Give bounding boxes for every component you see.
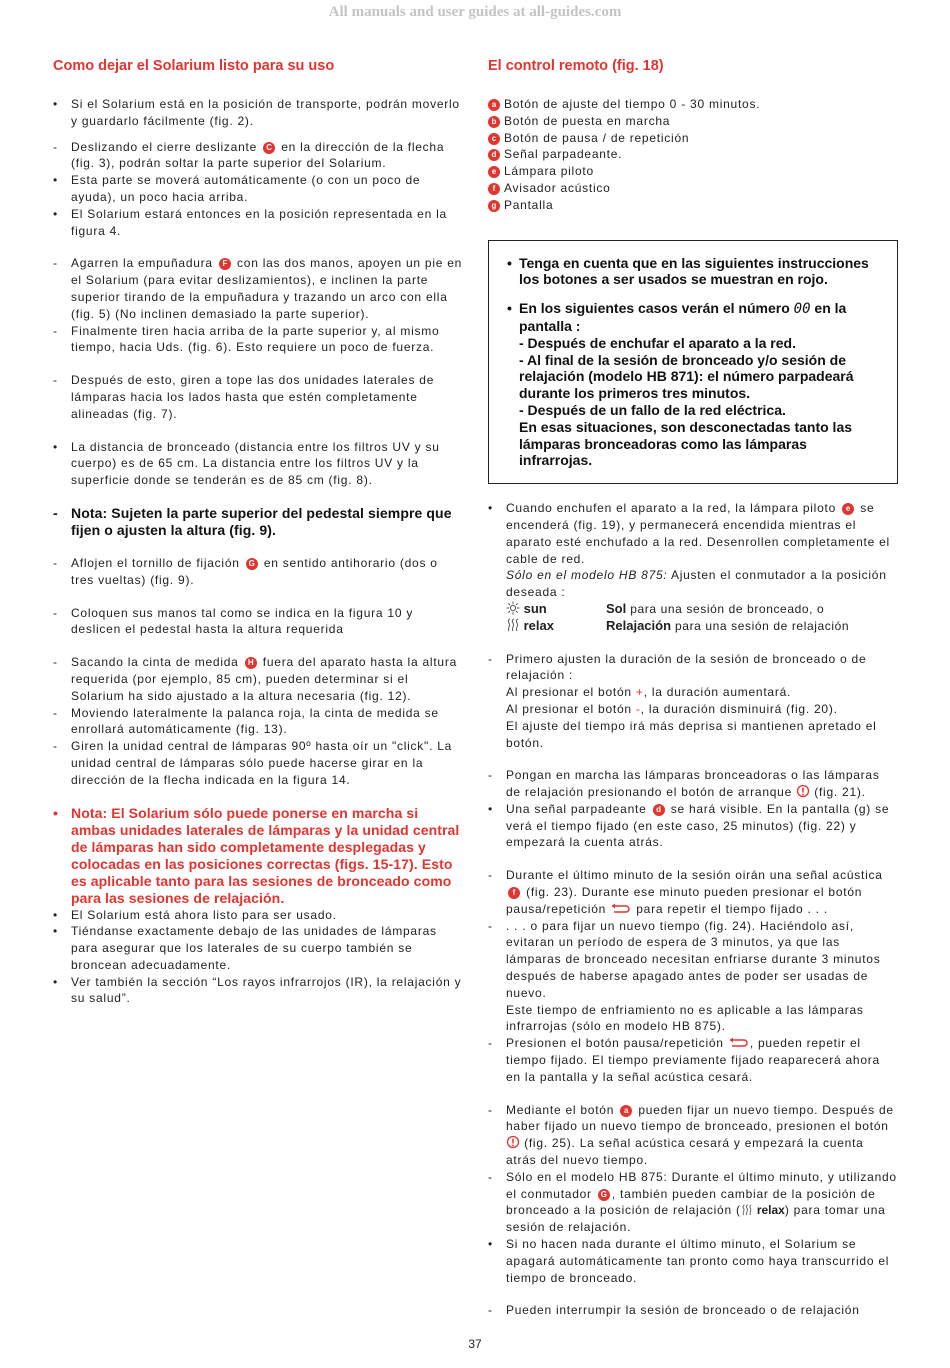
list-item: • El Solarium estará entonces en la posición representada en la figura 4. <box>53 206 447 238</box>
list-item: • Cuando enchufen el aparato a la red, la lámpara piloto e se encenderá (fig. 19), y permanecerá encendida mientras el aparato esté enchufado a la red. Desenrollen completamente el cable de red. Sólo en el modelo HB 875: Ajusten el conmutador a la posición deseada : sun Sol para una sesión de bronceado, o relax Relajación para una sesión de relajación <box>488 500 898 634</box>
display-number: 00 <box>793 301 811 318</box>
list-item: - Presionen el botón pausa/repetición , pueden repetir el tiempo fijado. El tiempo previamente fijado reaparecerá ahora en la pantalla y la señal acústica cesará. <box>488 1036 880 1084</box>
mode-relax-row: relax Relajación para una sesión de relajación <box>506 618 898 635</box>
list-item: - Durante el último minuto de la sesión oirán una señal acústica f (fig. 23). Durante ese minuto pueden presionar el botón pausa/repetición para repetir el tiempo fijado . . . <box>488 868 883 916</box>
part-badge-g: G <box>598 1189 610 1201</box>
list-item: - Giren la unidad central de lámparas 90º hasta oír un "click". La unidad central de lámparas sólo puede hacerse girar en la dirección de la flecha indicada en la figura 14. <box>53 739 453 787</box>
list-item: • Si no hacen nada durante el último minuto, el Solarium se apagará automáticamente tan pronto como haya transcurrido el tiempo de bronceado. <box>488 1237 890 1285</box>
section-heading-setup: Como dejar el Solarium listo para su uso <box>53 58 335 74</box>
mode-sun-row: sun Sol para una sesión de bronceado, o <box>506 601 898 618</box>
note-safety-red: • Nota: El Solarium sólo puede ponerse en marcha si ambas unidades laterales de lámparas y la unidad central de lámparas han sido completamente desplegadas y colocadas en las posiciones correctas (figs. 15-17). Esto es aplicable tanto para las sesiones de bronceado como para las sesiones de relajación. <box>53 804 460 906</box>
list-item: • Esta parte se moverá automáticamente (o con un poco de ayuda), un poco hacia arriba. <box>53 173 421 204</box>
list-item: - Pueden interrumpir la sesión de bronceado o de relajación <box>488 1303 860 1318</box>
list-item: • Si el Solarium está en la posición de transporte, podrán moverlo y guardarlo fácilmente (fig. 2). <box>53 97 460 128</box>
relax-wave-icon <box>506 618 520 632</box>
list-item: - Finalmente tiren hacia arriba de la parte superior y, al mismo tiempo, hacia Uds. (fig. 6). Esto requiere un poco de fuerza. <box>53 323 440 355</box>
list-item: - Aflojen el tornillo de fijación G en sentido antihorario (dos o tres vueltas) (fig. 9). <box>53 555 438 587</box>
list-item: - Agarren la empuñadura F con las dos manos, apoyen un pie en el Solarium (para evitar deslizamientos), e inclinen la parte superior tirando de la empuñadura y trazando un arco con ella (fig. 5) (No inclinen demasiado la parte superior). <box>53 256 463 321</box>
plus-button-ref: + <box>635 685 644 700</box>
watermark: All manuals and user guides at all-guides.com <box>328 4 622 20</box>
list-item: • Ver también la sección “Los rayos infrarrojos (IR), la relajación y su salud”. <box>53 974 462 1006</box>
info-box-item: • En los siguientes casos verán el número 00 en la pantalla : - Después de enchufar el aparato a la red. - Al final de la sesión de bronceado y/o sesión de relajación (modelo HB 871): el número parpadeará durante los primeros tres minutos. - Después de un fallo de la red eléctrica. En esas situaciones, son desconectadas tanto las lámparas bronceadoras como las lámparas infrarrojas. <box>507 300 854 469</box>
list-item: - Primero ajusten la duración de la sesión de bronceado o de relajación : Al presionar el botón +, la duración aumentará. Al presionar el botón -, la duración disminuirá (fig. 20). El ajuste del tiempo irá más deprisa si mantienen apretado el botón. <box>488 651 877 750</box>
list-item: - Moviendo lateralmente la palanca roja, la cinta de medida se enrollará automáticamente (fig. 13). <box>53 705 439 737</box>
power-icon <box>506 1135 520 1149</box>
sun-icon <box>506 601 520 615</box>
info-box-item: • Tenga en cuenta que en las siguientes instrucciones los botones a ser usados se muestran en rojo. <box>507 254 869 288</box>
list-item: - Coloquen sus manos tal como se indica en la figura 10 y deslicen el pedestal hasta la altura requerida <box>53 605 414 637</box>
list-item: - Mediante el botón a pueden fijar un nuevo tiempo. Después de haber fijado un nuevo tiempo de bronceado, presionen el botón (fig. 25). La señal acústica cesará y empezará la cuenta atrás del nuevo tiempo. <box>488 1102 894 1168</box>
relax-wave-icon <box>741 1204 753 1216</box>
part-badge-d: d <box>653 804 665 816</box>
section-heading-remote: El control remoto (fig. 18) <box>488 58 664 74</box>
minus-button-ref: - <box>635 701 641 716</box>
list-item: - Deslizando el cierre deslizante C en la dirección de la flecha (fig. 3), podrán soltar la parte superior del Solarium. <box>53 139 445 171</box>
repeat-icon <box>610 903 632 915</box>
legend-item: e Lámpara piloto <box>488 163 898 180</box>
left-column <box>53 58 463 1007</box>
power-icon <box>796 784 810 798</box>
part-badge-f: f <box>508 887 520 899</box>
page-number: 37 <box>468 1337 482 1351</box>
part-badge-f: F <box>219 258 231 270</box>
list-item: - Pongan en marcha las lámparas bronceadoras o las lámparas de relajación presionando el botón de arranque (fig. 21). <box>488 768 880 800</box>
part-badge-e: e <box>842 503 854 515</box>
part-badge-h: H <box>245 657 257 669</box>
list-item: • Una señal parpadeante d se hará visible. En la pantalla (g) se verá el tiempo fijado (en este caso, 25 minutos) (fig. 22) y empezará la cuenta atrás. <box>488 801 890 850</box>
list-item: • La distancia de bronceado (distancia entre los filtros UV y su cuerpo) es de 65 cm. La distancia entre los filtros UV y la superficie donde se tenderán es de 85 cm (fig. 8). <box>53 439 440 488</box>
list-item: • Tiéndanse exactamente debajo de las unidades de lámparas para asegurar que los laterales de su cuerpo también se broncean adecuadamente. <box>53 924 437 972</box>
part-badge-g: G <box>246 558 258 570</box>
note-pedestal: - Nota: Sujeten la parte superior del pedestal siempre que fijen o ajusten la altura (fig. 9). <box>53 504 452 538</box>
repeat-icon <box>728 1037 750 1049</box>
legend-item: d Señal parpadeante. <box>488 146 898 163</box>
legend-item: c Botón de pausa / de repetición <box>488 130 898 147</box>
list-item: • El Solarium está ahora listo para ser usado. <box>53 907 337 922</box>
legend-item: f Avisador acústico <box>488 180 898 197</box>
part-badge-a: a <box>620 1105 632 1117</box>
list-item: - Después de esto, giren a tope las dos unidades laterales de lámparas hacia los lados hasta que estén completamente alineadas (fig. 7). <box>53 373 435 421</box>
legend-item: b Botón de puesta en marcha <box>488 113 898 130</box>
right-column <box>488 58 898 1319</box>
legend-item: a Botón de ajuste del tiempo 0 - 30 minutos. <box>488 96 898 113</box>
remote-legend <box>488 96 898 214</box>
legend-item: g Pantalla <box>488 197 898 214</box>
list-item: - . . . o para fijar un nuevo tiempo (fig. 24). Haciéndolo así, evitaran un período de espera de 3 minutos, ya que las lámparas de bronceado necesitan enfriarse durante 3 minutos después de haberse apagado antes de poder ser usadas de nuevo. Este tiempo de enfriamiento no es aplicable a las lámparas infrarrojas (sólo en modelo HB 875). <box>488 918 881 1034</box>
list-item: - Sacando la cinta de medida H fuera del aparato hasta la altura requerida (por ejemplo, 85 cm), pueden determinar si el Solarium ha sido ajustado a la altura necesaria (fig. 12). <box>53 655 457 703</box>
part-badge-c: C <box>263 142 275 154</box>
info-box <box>488 240 898 485</box>
list-item: - Sólo en el modelo HB 875: Durante el último minuto, y utilizando el conmutador G , también pueden cambiar de la posición de bronceado a la posición de relajación ( relax) para tomar una sesión de relajación. <box>488 1169 897 1235</box>
